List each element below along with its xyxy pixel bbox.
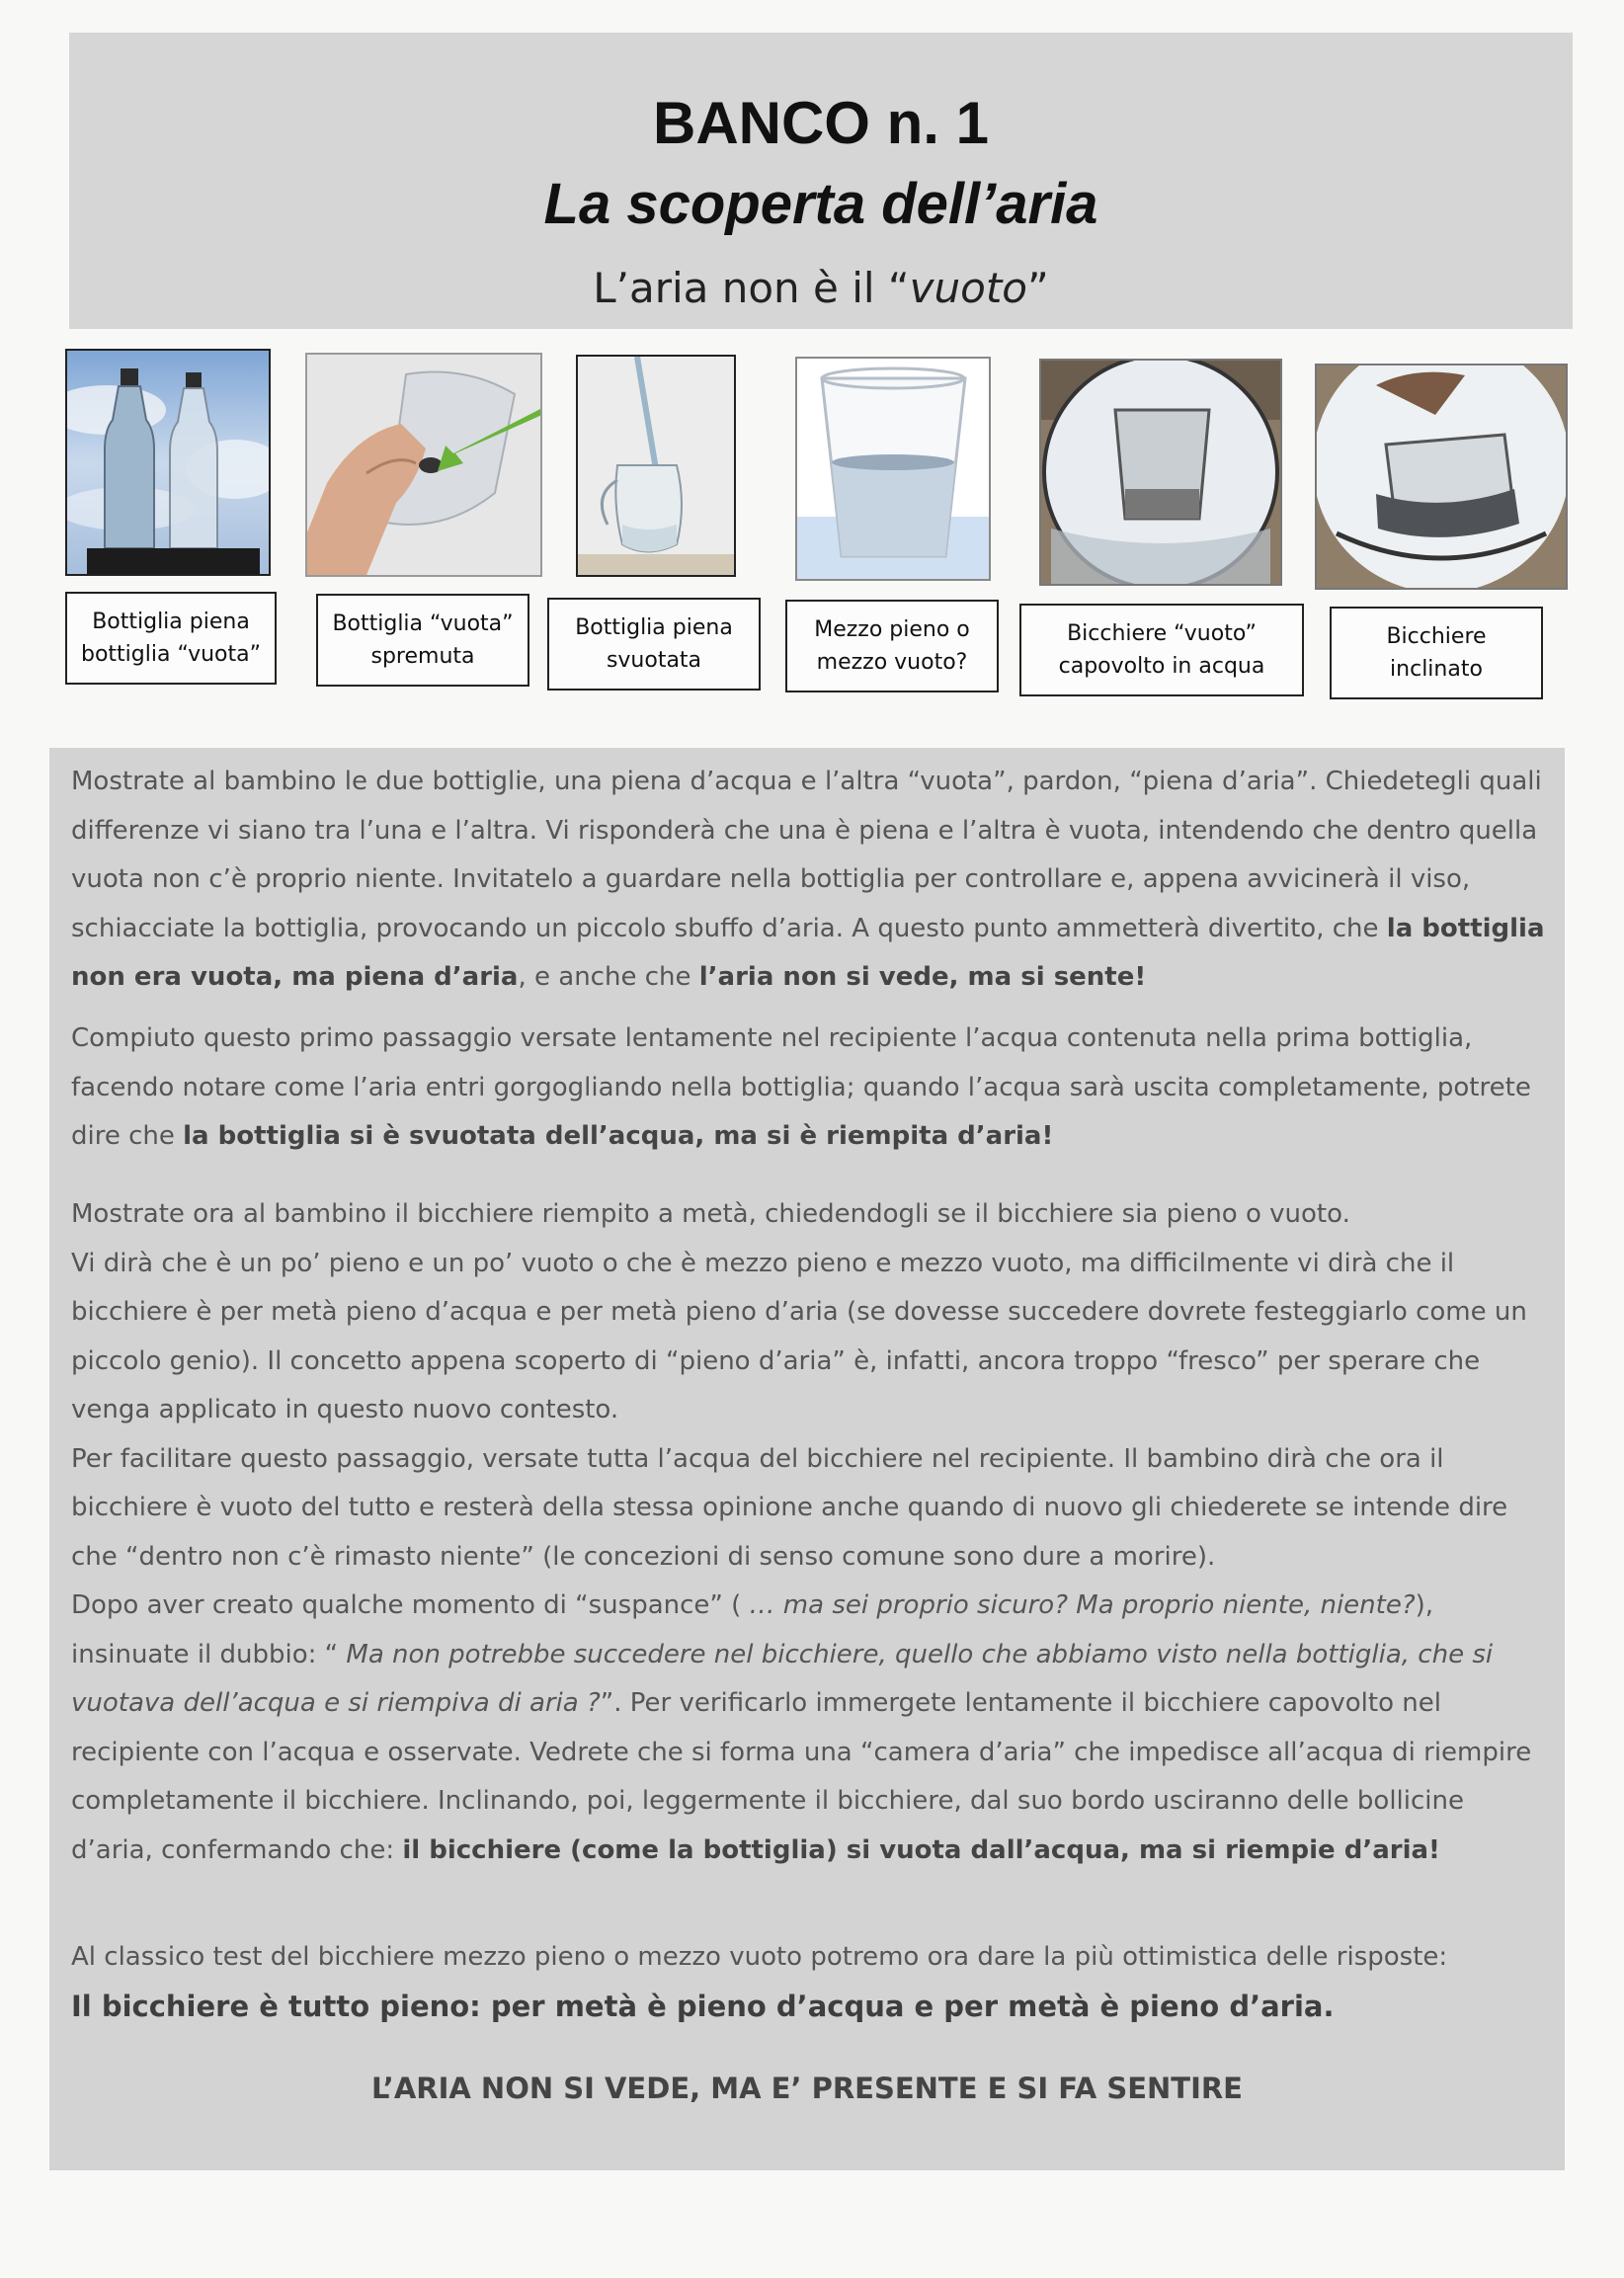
pouring-jug-photo <box>576 355 736 577</box>
caption-5: Bicchiere “vuoto” capovolto in acqua <box>1019 604 1304 696</box>
half-glass-photo <box>795 357 991 581</box>
paragraph-4: Al classico test del bicchiere mezzo pieno o mezzo vuoto potremo ora dare la più ottimistica delle risposte: Il bicchiere è tutto pieno: per metà è pieno d’acqua e per metà è pieno d’aria. <box>71 1942 1448 2023</box>
closing-statement: L’ARIA NON SI VEDE, MA E’ PRESENTE E SI FA SENTIRE <box>371 2072 1243 2105</box>
two-bottles-photo <box>65 349 271 576</box>
inverted-glass-in-water-photo <box>1039 359 1282 586</box>
instructions-box <box>49 748 1565 2170</box>
caption-1: Bottiglia piena bottiglia “vuota” <box>65 592 277 685</box>
page-subtitle: La scoperta dell’aria <box>543 172 1098 236</box>
page-tagline: L’aria non è il “vuoto” <box>593 264 1049 312</box>
paragraph-3: Mostrate ora al bambino il bicchiere riempito a metà, chiedendogli se il bicchiere sia pieno o vuoto. Vi dirà che è un po’ pieno e un po’ vuoto o che è mezzo pieno e mezzo vuoto, ma difficilmente vi dirà che il bicchiere è per metà pieno d’acqua e per metà pieno d’aria (se dovesse succedere dovrete festeggiarlo come un piccolo genio). Il concetto appena scoperto di “pieno d’aria” è, infatti, ancora troppo “fresco” per sperare che venga applicato in questo nuovo contesto. Per facilitare questo passaggio, versate tutta l’acqua del bicchiere nel recipiente. Il bambino dirà che ora il bicchiere è vuoto del tutto e resterà della stessa opinione anche quando di nuovo gli chiederete se intende dire che “dentro non c’è rimasto niente” (le concezioni di senso comune sono dure a morire). Dopo aver creato qualche momento di “suspance” ( … ma sei proprio sicuro? Ma proprio niente, niente?), insinuate il dubbio: “ Ma non potrebbe succedere nel bicchiere, quello che abbiamo visto nella bottiglia, che si vuotava dell’acqua e si riempiva di aria ?”. Per verificarlo immergete lentamente il bicchiere capovolto nel recipiente con l’acqua e osservate. Vedrete che si forma una “camera d’aria” che impedisce all’acqua di riempire completamente il bicchiere. Inclinando, poi, leggermente il bicchiere, dal suo bordo usciranno delle bollicine d’aria, confermando che: il bicchiere (come la bottiglia) si vuota dall’acqua, ma si riempie d’aria! <box>71 1199 1532 1865</box>
caption-4: Mezzo pieno o mezzo vuoto? <box>785 600 999 692</box>
header-banner <box>69 33 1573 329</box>
caption-6: Bicchiere inclinato <box>1330 607 1543 699</box>
caption-3: Bottiglia piena svuotata <box>547 598 761 691</box>
paragraph-2: Compiuto questo primo passaggio versate lentamente nel recipiente l’acqua contenuta nella prima bottiglia, facendo notare come l’aria entri gorgogliando nella bottiglia; quando l’acqua sarà uscita completamente, potrete dire che la bottiglia si è svuotata dell’acqua, ma si è riempita d’aria! <box>71 1023 1531 1151</box>
paragraph-1: Mostrate al bambino le due bottiglie, una piena d’acqua e l’altra “vuota”, pardon, “piena d’aria”. Chiedetegli quali differenze vi siano tra l’una e l’altra. Vi risponderà che una è piena e l’altra è vuota, intendendo che dentro quella vuota non c’è proprio niente. Invitatelo a guardare nella bottiglia per controllare e, appena avvicinerà il viso, schiacciate la bottiglia, provocando un piccolo sbuffo d’aria. A questo punto ammetterà divertito, che la bottiglia non era vuota, ma piena d’aria, e anche che l’aria non si vede, ma si sente! <box>71 767 1545 992</box>
page-title: BANCO n. 1 <box>652 90 990 156</box>
caption-2: Bottiglia “vuota” spremuta <box>316 594 529 687</box>
tilted-glass-photo <box>1315 364 1568 590</box>
squeezed-bottle-photo <box>305 353 542 577</box>
